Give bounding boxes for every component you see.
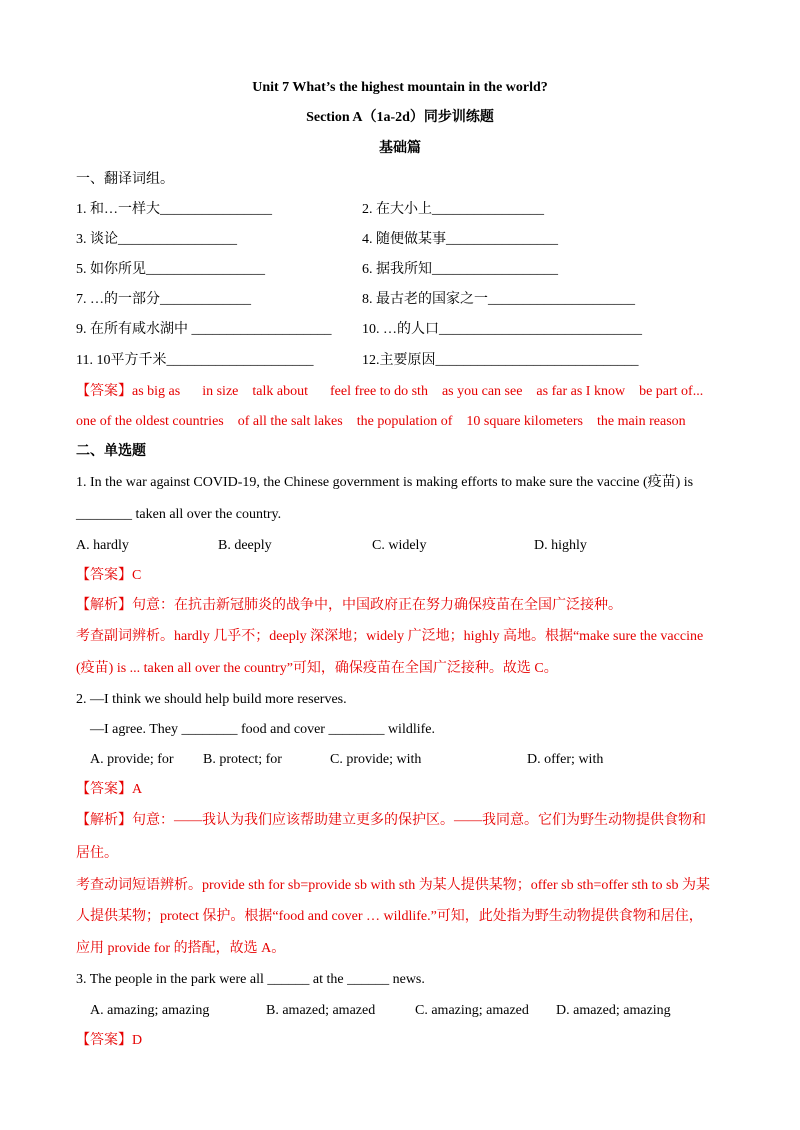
part2-heading: 二、单选题 bbox=[76, 444, 146, 459]
level-heading: 基础篇 bbox=[379, 141, 421, 156]
question-2-answer: 【答案】A bbox=[76, 782, 143, 797]
question-2-option-c: C. provide; with bbox=[330, 752, 422, 767]
phrase-item-11: 11. 10平方千米_____________________ bbox=[76, 353, 314, 368]
answer-phrase: of all the salt lakes bbox=[237, 414, 343, 429]
question-2-analysis-cont: 居住。 bbox=[76, 846, 118, 861]
answer-line-2 bbox=[76, 413, 686, 431]
question-1-analysis-cont: 考查副词辨析。hardly 几乎不；deeply 深深地；widely 广泛地；highly 高地。根据“make sure the vaccine bbox=[76, 629, 704, 644]
answer-phrase: the main reason bbox=[597, 414, 686, 429]
question-1-option-a: A. hardly bbox=[76, 538, 129, 553]
answer-phrase: feel free to do sth bbox=[329, 384, 428, 399]
answer-phrase: talk about bbox=[252, 384, 308, 399]
answer-phrase: as you can see bbox=[441, 384, 523, 399]
question-2-analysis-cont: 应用 provide for 的搭配，故选 A。 bbox=[76, 941, 286, 956]
phrase-item-6: 6. 据我所知__________________ bbox=[362, 262, 558, 277]
section-subtitle: Section A（1a-2d）同步训练题 bbox=[306, 110, 494, 125]
question-3-option-a: A. amazing; amazing bbox=[90, 1003, 210, 1018]
question-2-analysis-cont: 人提供某物；protect 保护。根据“food and cover … wildlife.”可知，此处指为野生动物提供食物和居住， bbox=[76, 909, 703, 924]
question-2-analysis: 【解析】句意：——我认为我们应该帮助建立更多的保护区。——我同意。它们为野生动物提供食物和 bbox=[76, 813, 706, 828]
question-3-option-b: B. amazed; amazed bbox=[266, 1003, 376, 1018]
question-1-text-cont: ________ taken all over the country. bbox=[76, 507, 282, 522]
question-1-analysis-cont: (疫苗) is ... taken all over the country”可知，确保疫苗在全国广泛接种。故选 C。 bbox=[76, 661, 558, 676]
part1-heading: 一、翻译词组。 bbox=[76, 172, 174, 187]
question-2-option-d: D. offer; with bbox=[527, 752, 604, 767]
question-2-option-a: A. provide; for bbox=[90, 752, 174, 767]
phrase-item-9: 9. 在所有咸水湖中 ____________________ bbox=[76, 322, 332, 337]
phrase-item-4: 4. 随便做某事________________ bbox=[362, 232, 558, 247]
answer-label: 【答案】 bbox=[76, 384, 132, 399]
phrase-item-3: 3. 谈论_________________ bbox=[76, 232, 237, 247]
question-3-text: 3. The people in the park were all ______ at the ______ news. bbox=[76, 972, 425, 987]
answer-phrase: as big as bbox=[132, 384, 181, 399]
question-3-option-d: D. amazed; amazing bbox=[556, 1003, 671, 1018]
answer-phrase: as far as I know bbox=[536, 384, 626, 399]
phrase-item-7: 7. …的一部分_____________ bbox=[76, 292, 251, 307]
answer-line-1 bbox=[76, 383, 703, 401]
question-2-text: 2. —I think we should help build more reserves. bbox=[76, 692, 347, 707]
answer-phrase: 10 square kilometers bbox=[466, 414, 584, 429]
question-3-answer: 【答案】D bbox=[76, 1033, 143, 1048]
document-title: Unit 7 What’s the highest mountain in the world? bbox=[252, 80, 548, 95]
phrase-item-10: 10. …的人口_____________________________ bbox=[362, 322, 642, 337]
question-1-answer: 【答案】C bbox=[76, 568, 142, 583]
phrase-item-8: 8. 最古老的国家之一_____________________ bbox=[362, 292, 635, 307]
answer-phrase: one of the oldest countries bbox=[76, 414, 224, 429]
answer-phrase: the population of bbox=[356, 414, 453, 429]
answer-phrase: be part of... bbox=[639, 384, 704, 399]
question-1-analysis: 【解析】句意：在抗击新冠肺炎的战争中，中国政府正在努力确保疫苗在全国广泛接种。 bbox=[76, 598, 622, 613]
question-1-option-d: D. highly bbox=[534, 538, 587, 553]
question-2-analysis-cont: 考查动词短语辨析。provide sth for sb=provide sb with sth 为某人提供某物；offer sb sth=offer sth to sb 为某 bbox=[76, 878, 710, 893]
phrase-item-1: 1. 和…一样大________________ bbox=[76, 202, 272, 217]
question-1-text: 1. In the war against COVID-19, the Chinese government is making efforts to make sure the vaccine (疫苗) is bbox=[76, 475, 694, 490]
question-3-option-c: C. amazing; amazed bbox=[415, 1003, 529, 1018]
question-1-option-c: C. widely bbox=[372, 538, 427, 553]
phrase-item-5: 5. 如你所见_________________ bbox=[76, 262, 265, 277]
phrase-item-2: 2. 在大小上________________ bbox=[362, 202, 544, 217]
question-1-option-b: B. deeply bbox=[218, 538, 272, 553]
question-2-option-b: B. protect; for bbox=[203, 752, 282, 767]
answer-phrase: in size bbox=[202, 384, 239, 399]
question-2-text-cont: —I agree. They ________ food and cover ________ wildlife. bbox=[90, 722, 435, 737]
phrase-item-12: 12.主要原因_____________________________ bbox=[362, 353, 639, 368]
